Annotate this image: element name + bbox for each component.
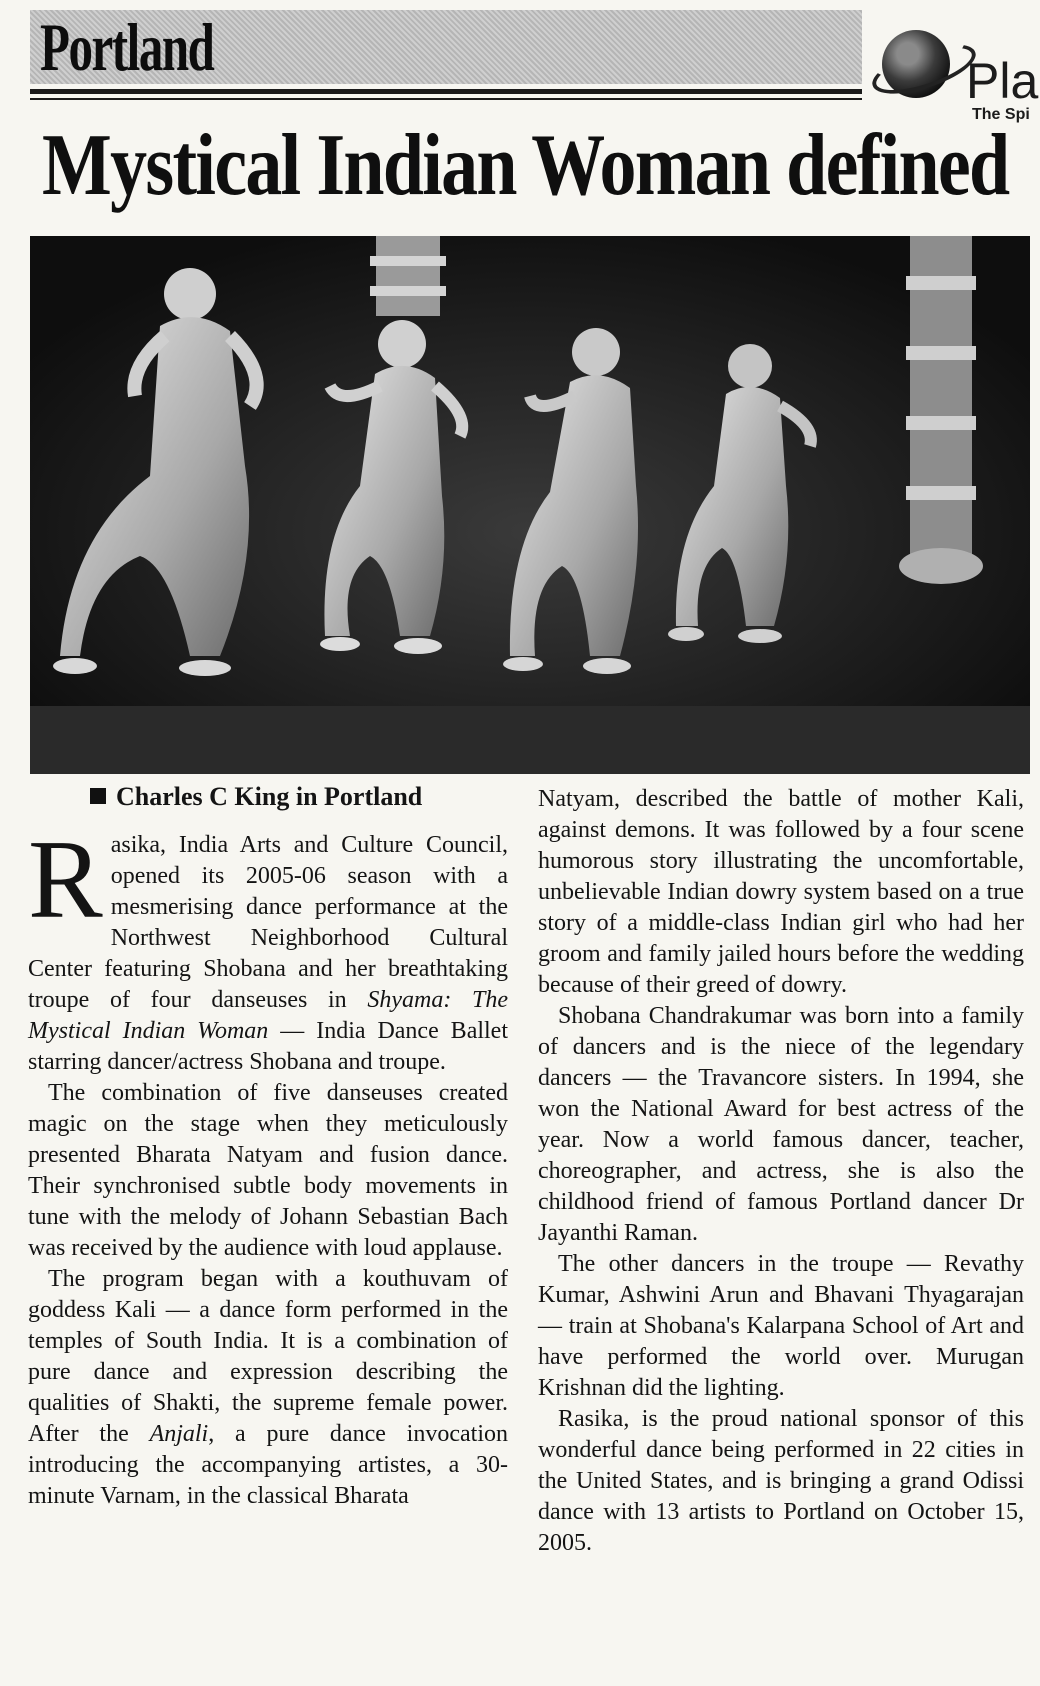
paragraph-4: Shobana Chandrakumar was born into a family of dancers and is the niece of the legendary dancers — the Travancore sisters. In 1994, she won the National Award for best actress of the year. Now a world famous dancer, teacher, choreographer, and actress, she is also the childhood friend of famous Portland dancer Dr Jayanthi Raman.	[538, 1003, 1024, 1246]
article-photo	[30, 236, 1030, 774]
byline	[90, 782, 530, 812]
paragraph-3	[28, 1264, 508, 1512]
paragraph-2: The combination of five danseuses created magic on the stage when they meticulously presented Bharata Natyam and fusion dance. Their synchronised subtle body movements in tune with the melody of Johann Sebastian Bach was received by the audience with loud applause.	[28, 1080, 508, 1261]
article-column-2	[538, 784, 1024, 1559]
header-rule	[30, 89, 862, 94]
dancers-illustration	[30, 236, 1030, 774]
dropcap: R	[28, 818, 103, 942]
bullet-square-icon	[90, 788, 106, 804]
paragraph-1	[28, 818, 509, 1078]
crown-prop	[370, 236, 446, 316]
header-rule-thin	[30, 98, 862, 100]
section-label: Portland	[40, 9, 214, 85]
article-column-1	[28, 818, 509, 1512]
publication-logo[interactable]	[878, 22, 1040, 122]
stage-pillar	[899, 236, 983, 584]
paragraph-3-start: The program began with a kouthuvam of goddess Kali — a dance form performed in the temples of South India. It is a combination of pure dance and expression describing the qualities of Shakti, the supreme female power. After the	[28, 1266, 508, 1447]
byline-text: Charles C King in Portland	[116, 782, 423, 811]
headline: Mystical Indian Woman defined	[42, 117, 1009, 214]
anjali-term: Anjali	[149, 1421, 209, 1447]
paragraph-3-continued: Natyam, described the battle of mother Kali, against demons. It was followed by a four scene humorous story illustrating the uncomfortable, unbelievable Indian dowry system based on a true story of a middle-class Indian girl who had her groom and family jailed hours before the wedding because of their greed of dowry.	[538, 786, 1024, 998]
section-tag	[30, 10, 862, 84]
paragraph-3-end: , a pure dance invocation introducing the accompanying artistes, a 30-minute Varnam, in the classical Bharata	[28, 1421, 508, 1509]
logo-tagline: The Spi	[972, 106, 1030, 123]
logo-name: Pla	[966, 53, 1039, 109]
paragraph-1-text: asika, India Arts and Culture Council, opened its 2005-06 season with a mesmerising dance performance at the Northwest Neighborhood Cultural Center featuring Shobana and her breathtaking troupe of four danseuses in	[28, 832, 508, 1013]
paragraph-6: Rasika, is the proud national sponsor of this wonderful dance being performed in 22 cities in the United States, and is bringing a grand Odissi dance with 13 artists to Portland on October 15, 2005.	[538, 1406, 1024, 1556]
paragraph-1-end: — India Dance Ballet starring dancer/actress Shobana and troupe.	[28, 1018, 509, 1075]
paragraph-5: The other dancers in the troupe — Revathy Kumar, Ashwini Arun and Bhavani Thyagarajan — train at Shobana's Kalarpana School of Art and have performed the world over. Murugan Krishnan did the lighting.	[538, 1251, 1024, 1401]
show-title: Shyama: The Mystical Indian Woman	[28, 987, 508, 1044]
